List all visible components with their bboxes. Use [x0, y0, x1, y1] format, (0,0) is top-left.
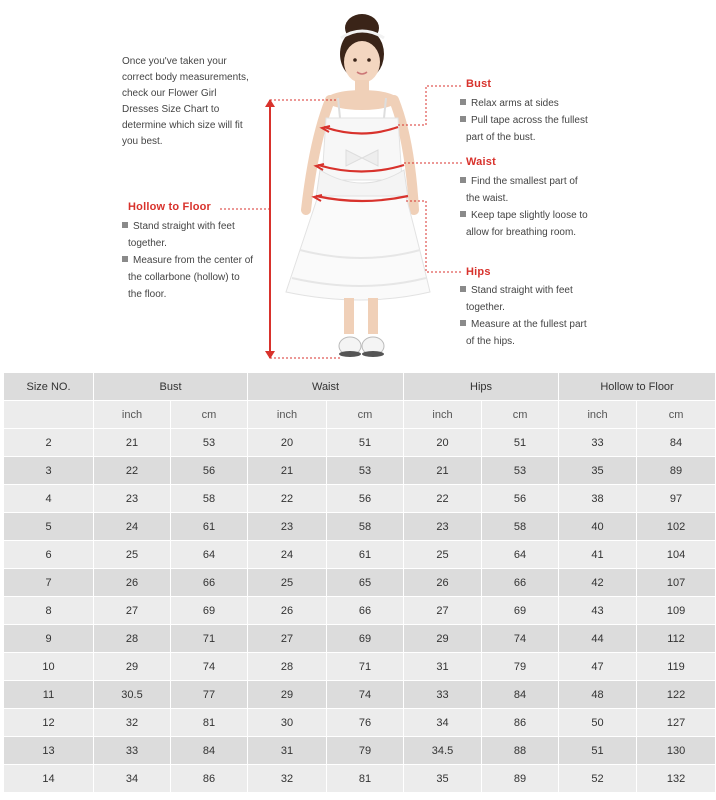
measurement-cell: 58: [482, 513, 559, 541]
table-row: [4, 765, 716, 793]
unit-header: cm: [171, 401, 248, 429]
measurement-cell: 89: [482, 765, 559, 793]
measurement-cell: 47: [559, 653, 637, 681]
instruction-line: Measure from the center of: [122, 252, 253, 269]
measurement-cell: 23: [94, 485, 171, 513]
hollow-instructions: [122, 218, 253, 303]
measurement-cell: 31: [248, 737, 327, 765]
measurement-cell: 23: [248, 513, 327, 541]
bullet-icon: [122, 222, 128, 228]
size-cell: 4: [4, 485, 94, 513]
bullet-icon: [122, 256, 128, 262]
measurement-cell: 119: [637, 653, 716, 681]
size-cell: 11: [4, 681, 94, 709]
unit-header: inch: [248, 401, 327, 429]
measurement-cell: 24: [248, 541, 327, 569]
measurement-cell: 89: [637, 457, 716, 485]
measurement-cell: 56: [171, 457, 248, 485]
size-cell: 10: [4, 653, 94, 681]
measurement-cell: 35: [404, 765, 482, 793]
measurement-cell: 112: [637, 625, 716, 653]
measurement-cell: 64: [482, 541, 559, 569]
measurement-cell: 109: [637, 597, 716, 625]
hollow-header: Hollow to Floor: [559, 373, 716, 401]
measurement-cell: 28: [248, 653, 327, 681]
measurement-cell: 61: [171, 513, 248, 541]
measurement-cell: 29: [248, 681, 327, 709]
unit-header: inch: [94, 401, 171, 429]
bust-title: Bust: [466, 78, 492, 90]
instruction-line: Find the smallest part of: [460, 173, 588, 190]
measurement-cell: 23: [404, 513, 482, 541]
unit-header-blank: [4, 401, 94, 429]
measurement-cell: 21: [404, 457, 482, 485]
bullet-icon: [460, 211, 466, 217]
size-cell: 5: [4, 513, 94, 541]
instruction-line: Measure at the fullest part: [460, 316, 587, 333]
table-row: [4, 709, 716, 737]
measurement-cell: 51: [559, 737, 637, 765]
bullet-icon: [460, 177, 466, 183]
measurement-cell: 34: [404, 709, 482, 737]
measurement-cell: 22: [248, 485, 327, 513]
bullet-icon: [460, 116, 466, 122]
measurement-cell: 58: [171, 485, 248, 513]
measurement-cell: 74: [171, 653, 248, 681]
measurement-cell: 86: [482, 709, 559, 737]
measurement-cell: 104: [637, 541, 716, 569]
unit-header: cm: [482, 401, 559, 429]
measurement-cell: 56: [482, 485, 559, 513]
instruction-line: the waist.: [466, 193, 509, 204]
measurement-cell: 66: [327, 597, 404, 625]
table-header-row: [4, 373, 716, 401]
size-cell: 13: [4, 737, 94, 765]
measurement-cell: 26: [94, 569, 171, 597]
measurement-cell: 107: [637, 569, 716, 597]
size-cell: 3: [4, 457, 94, 485]
measurement-cell: 122: [637, 681, 716, 709]
measurement-cell: 76: [327, 709, 404, 737]
measurement-cell: 25: [404, 541, 482, 569]
size-header: Size NO.: [4, 373, 94, 401]
measurement-cell: 29: [404, 625, 482, 653]
measurement-cell: 74: [327, 681, 404, 709]
table-body: [4, 429, 716, 793]
table-row: [4, 485, 716, 513]
measurement-cell: 88: [482, 737, 559, 765]
measurement-cell: 26: [404, 569, 482, 597]
instruction-line: Stand straight with feet: [122, 218, 253, 235]
measurement-cell: 53: [327, 457, 404, 485]
measurement-cell: 21: [94, 429, 171, 457]
measurement-cell: 84: [482, 681, 559, 709]
measurement-cell: 71: [327, 653, 404, 681]
instruction-line: together.: [128, 238, 167, 249]
measurement-cell: 97: [637, 485, 716, 513]
measurement-cell: 48: [559, 681, 637, 709]
measurement-cell: 132: [637, 765, 716, 793]
measurement-cell: 41: [559, 541, 637, 569]
size-cell: 14: [4, 765, 94, 793]
instruction-line: Pull tape across the fullest: [460, 112, 588, 129]
bust-instructions: [460, 95, 588, 146]
table-row: [4, 541, 716, 569]
measurement-cell: 25: [94, 541, 171, 569]
instruction-line: Relax arms at sides: [460, 95, 588, 112]
bullet-icon: [460, 99, 466, 105]
table-unit-row: [4, 401, 716, 429]
table-row: [4, 597, 716, 625]
measurement-cell: 66: [482, 569, 559, 597]
measurement-cell: 33: [94, 737, 171, 765]
measurement-cell: 34.5: [404, 737, 482, 765]
table-row: [4, 429, 716, 457]
measurement-cell: 25: [248, 569, 327, 597]
intro-line: check our Flower Girl: [122, 88, 217, 99]
table-row: [4, 457, 716, 485]
size-cell: 7: [4, 569, 94, 597]
measurement-cell: 81: [327, 765, 404, 793]
waist-header: Waist: [248, 373, 404, 401]
measurement-cell: 33: [559, 429, 637, 457]
measurement-cell: 77: [171, 681, 248, 709]
instruction-line: the collarbone (hollow) to: [128, 272, 240, 283]
table-row: [4, 625, 716, 653]
waist-instructions: [460, 173, 588, 241]
measurement-cell: 69: [171, 597, 248, 625]
measurement-cell: 64: [171, 541, 248, 569]
measurement-cell: 61: [327, 541, 404, 569]
unit-header: inch: [559, 401, 637, 429]
measurement-cell: 22: [404, 485, 482, 513]
table-row: [4, 681, 716, 709]
instruction-line: the floor.: [128, 289, 167, 300]
measurement-guide: [0, 0, 716, 372]
measurement-cell: 33: [404, 681, 482, 709]
measurement-cell: 51: [327, 429, 404, 457]
intro-line: Once you've taken your: [122, 56, 227, 67]
instruction-line: part of the bust.: [466, 132, 536, 143]
instruction-line: Stand straight with feet: [460, 282, 587, 299]
hips-header: Hips: [404, 373, 559, 401]
table-row: [4, 513, 716, 541]
measurement-cell: 22: [94, 457, 171, 485]
instruction-line: of the hips.: [466, 336, 515, 347]
measurement-cell: 38: [559, 485, 637, 513]
intro-line: determine which size will fit: [122, 120, 243, 131]
hips-instructions: [460, 282, 587, 350]
table-row: [4, 653, 716, 681]
measurement-cell: 43: [559, 597, 637, 625]
size-chart-table: [3, 372, 716, 793]
measurement-cell: 30.5: [94, 681, 171, 709]
table-row: [4, 569, 716, 597]
measurement-cell: 74: [482, 625, 559, 653]
measurement-cell: 40: [559, 513, 637, 541]
measurement-cell: 24: [94, 513, 171, 541]
measurement-cell: 69: [327, 625, 404, 653]
measurement-cell: 84: [171, 737, 248, 765]
size-cell: 12: [4, 709, 94, 737]
size-cell: 9: [4, 625, 94, 653]
size-cell: 8: [4, 597, 94, 625]
measurement-cell: 81: [171, 709, 248, 737]
measurement-cell: 29: [94, 653, 171, 681]
measurement-cell: 26: [248, 597, 327, 625]
unit-header: inch: [404, 401, 482, 429]
measurement-cell: 84: [637, 429, 716, 457]
measurement-cell: 65: [327, 569, 404, 597]
measurement-cell: 53: [482, 457, 559, 485]
measurement-cell: 21: [248, 457, 327, 485]
intro-text: [122, 54, 262, 150]
measurement-cell: 42: [559, 569, 637, 597]
measurement-cell: 71: [171, 625, 248, 653]
measurement-cell: 27: [248, 625, 327, 653]
waist-title: Waist: [466, 156, 496, 168]
unit-header: cm: [637, 401, 716, 429]
measurement-cell: 34: [94, 765, 171, 793]
measurement-cell: 27: [94, 597, 171, 625]
instruction-line: Keep tape slightly loose to: [460, 207, 588, 224]
hollow-title: Hollow to Floor: [128, 201, 212, 213]
measurement-cell: 79: [327, 737, 404, 765]
measurement-cell: 28: [94, 625, 171, 653]
measurement-cell: 79: [482, 653, 559, 681]
measurement-cell: 20: [248, 429, 327, 457]
measurement-cell: 86: [171, 765, 248, 793]
measurement-cell: 58: [327, 513, 404, 541]
measurement-cell: 53: [171, 429, 248, 457]
measurement-cell: 44: [559, 625, 637, 653]
bullet-icon: [460, 320, 466, 326]
measurement-cell: 51: [482, 429, 559, 457]
measurement-cell: 69: [482, 597, 559, 625]
measurement-cell: 66: [171, 569, 248, 597]
bust-header: Bust: [94, 373, 248, 401]
hips-title: Hips: [466, 266, 491, 278]
size-cell: 2: [4, 429, 94, 457]
measurement-cell: 30: [248, 709, 327, 737]
intro-line: you best.: [122, 136, 163, 147]
bullet-icon: [460, 286, 466, 292]
intro-line: Dresses Size Chart to: [122, 104, 220, 115]
measurement-cell: 56: [327, 485, 404, 513]
unit-header: cm: [327, 401, 404, 429]
table-row: [4, 737, 716, 765]
measurement-cell: 50: [559, 709, 637, 737]
measurement-cell: 32: [94, 709, 171, 737]
size-cell: 6: [4, 541, 94, 569]
intro-line: correct body measurements,: [122, 72, 249, 83]
measurement-cell: 27: [404, 597, 482, 625]
measurement-cell: 102: [637, 513, 716, 541]
measurement-cell: 35: [559, 457, 637, 485]
measurement-cell: 127: [637, 709, 716, 737]
instruction-line: together.: [466, 302, 505, 313]
measurement-cell: 20: [404, 429, 482, 457]
measurement-cell: 130: [637, 737, 716, 765]
child-illustration: [0, 0, 716, 372]
measurement-cell: 52: [559, 765, 637, 793]
instruction-line: allow for breathing room.: [466, 227, 577, 238]
measurement-cell: 32: [248, 765, 327, 793]
measurement-cell: 31: [404, 653, 482, 681]
